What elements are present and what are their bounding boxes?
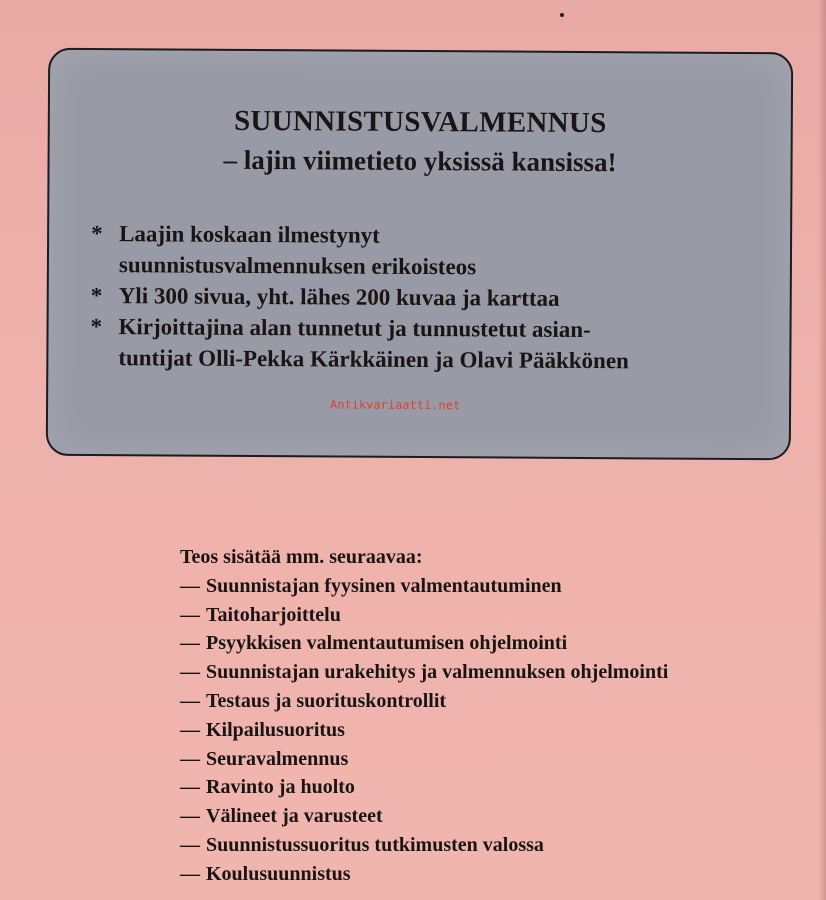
promo-subtitle: – lajin viimetieto yksissä kansissa!: [223, 144, 617, 178]
contents-item: [180, 802, 800, 831]
promo-bullet-line: suunnistusvalmennuksen erikoisteos: [118, 252, 477, 280]
contents-item: [180, 658, 800, 687]
promo-bullet-line: Yli 300 sivua, yht. lähes 200 kuvaa ja karttaa: [118, 283, 560, 311]
contents-item: [180, 860, 800, 889]
contents-item-label: Testaus ja suorituskontrollit: [206, 689, 447, 712]
dash-icon: —: [180, 862, 200, 885]
dash-icon: —: [180, 833, 200, 856]
promo-bullet-line: tuntijat Olli-Pekka Kärkkäinen ja Olavi Pääkkönen: [118, 345, 629, 374]
bullet-star-icon: *: [90, 282, 103, 309]
dash-icon: —: [180, 661, 200, 684]
contents-item-label: Suunnistajan urakehitys ja valmennuksen ohjelmointi: [206, 661, 669, 684]
contents-item-label: Välineet ja varusteet: [206, 805, 383, 828]
page-edge-shadow: [818, 0, 826, 900]
promo-bullet: [90, 311, 770, 377]
promo-bullet-line: Kirjoittajina alan tunnetut ja tunnustetut asian-: [118, 314, 591, 343]
promo-bullet-list: [90, 218, 771, 377]
contents-item-label: Ravinto ja huolto: [206, 776, 355, 799]
promo-bullet: [91, 218, 771, 284]
print-dot: [560, 13, 564, 17]
contents-item-label: Suunnistussuoritus tutkimusten valossa: [206, 833, 544, 856]
dash-icon: —: [180, 747, 200, 770]
bullet-star-icon: *: [91, 220, 103, 247]
contents-item-label: Kilpailusuoritus: [206, 718, 345, 741]
contents-item-label: Suunnistajan fyysinen valmentautuminen: [206, 574, 562, 597]
bullet-star-icon: *: [90, 313, 103, 340]
contents-item-label: Koulusuunnistus: [206, 862, 351, 885]
dash-icon: —: [180, 632, 200, 655]
contents-item-label: Psyykkisen valmentautumisen ohjelmointi: [206, 632, 568, 655]
contents-item: [180, 716, 800, 745]
contents-item-label: Seuravalmennus: [206, 747, 349, 770]
dash-icon: —: [180, 689, 200, 712]
promo-box: [46, 48, 793, 461]
dash-icon: —: [180, 776, 200, 799]
contents-section: [180, 543, 800, 889]
contents-item: [180, 572, 800, 601]
watermark-text: Antikvariaatti.net: [330, 397, 461, 413]
dash-icon: —: [180, 805, 200, 828]
contents-item: [180, 687, 800, 716]
dash-icon: —: [180, 574, 200, 597]
contents-list: [180, 572, 800, 889]
contents-item: [180, 601, 800, 630]
promo-title: SUUNNISTUSVALMENNUS: [233, 104, 607, 140]
contents-item: [180, 745, 800, 774]
contents-item-label: Taitoharjoittelu: [206, 603, 341, 626]
contents-heading: Teos sisätää mm. seuraavaa:: [180, 546, 423, 568]
contents-item: [180, 629, 800, 658]
promo-bullet: [91, 280, 771, 315]
contents-item: [180, 831, 800, 860]
contents-item: [180, 773, 800, 802]
promo-bullet-line: Laajin koskaan ilmestynyt: [119, 221, 380, 248]
dash-icon: —: [180, 603, 200, 626]
dash-icon: —: [180, 718, 200, 741]
